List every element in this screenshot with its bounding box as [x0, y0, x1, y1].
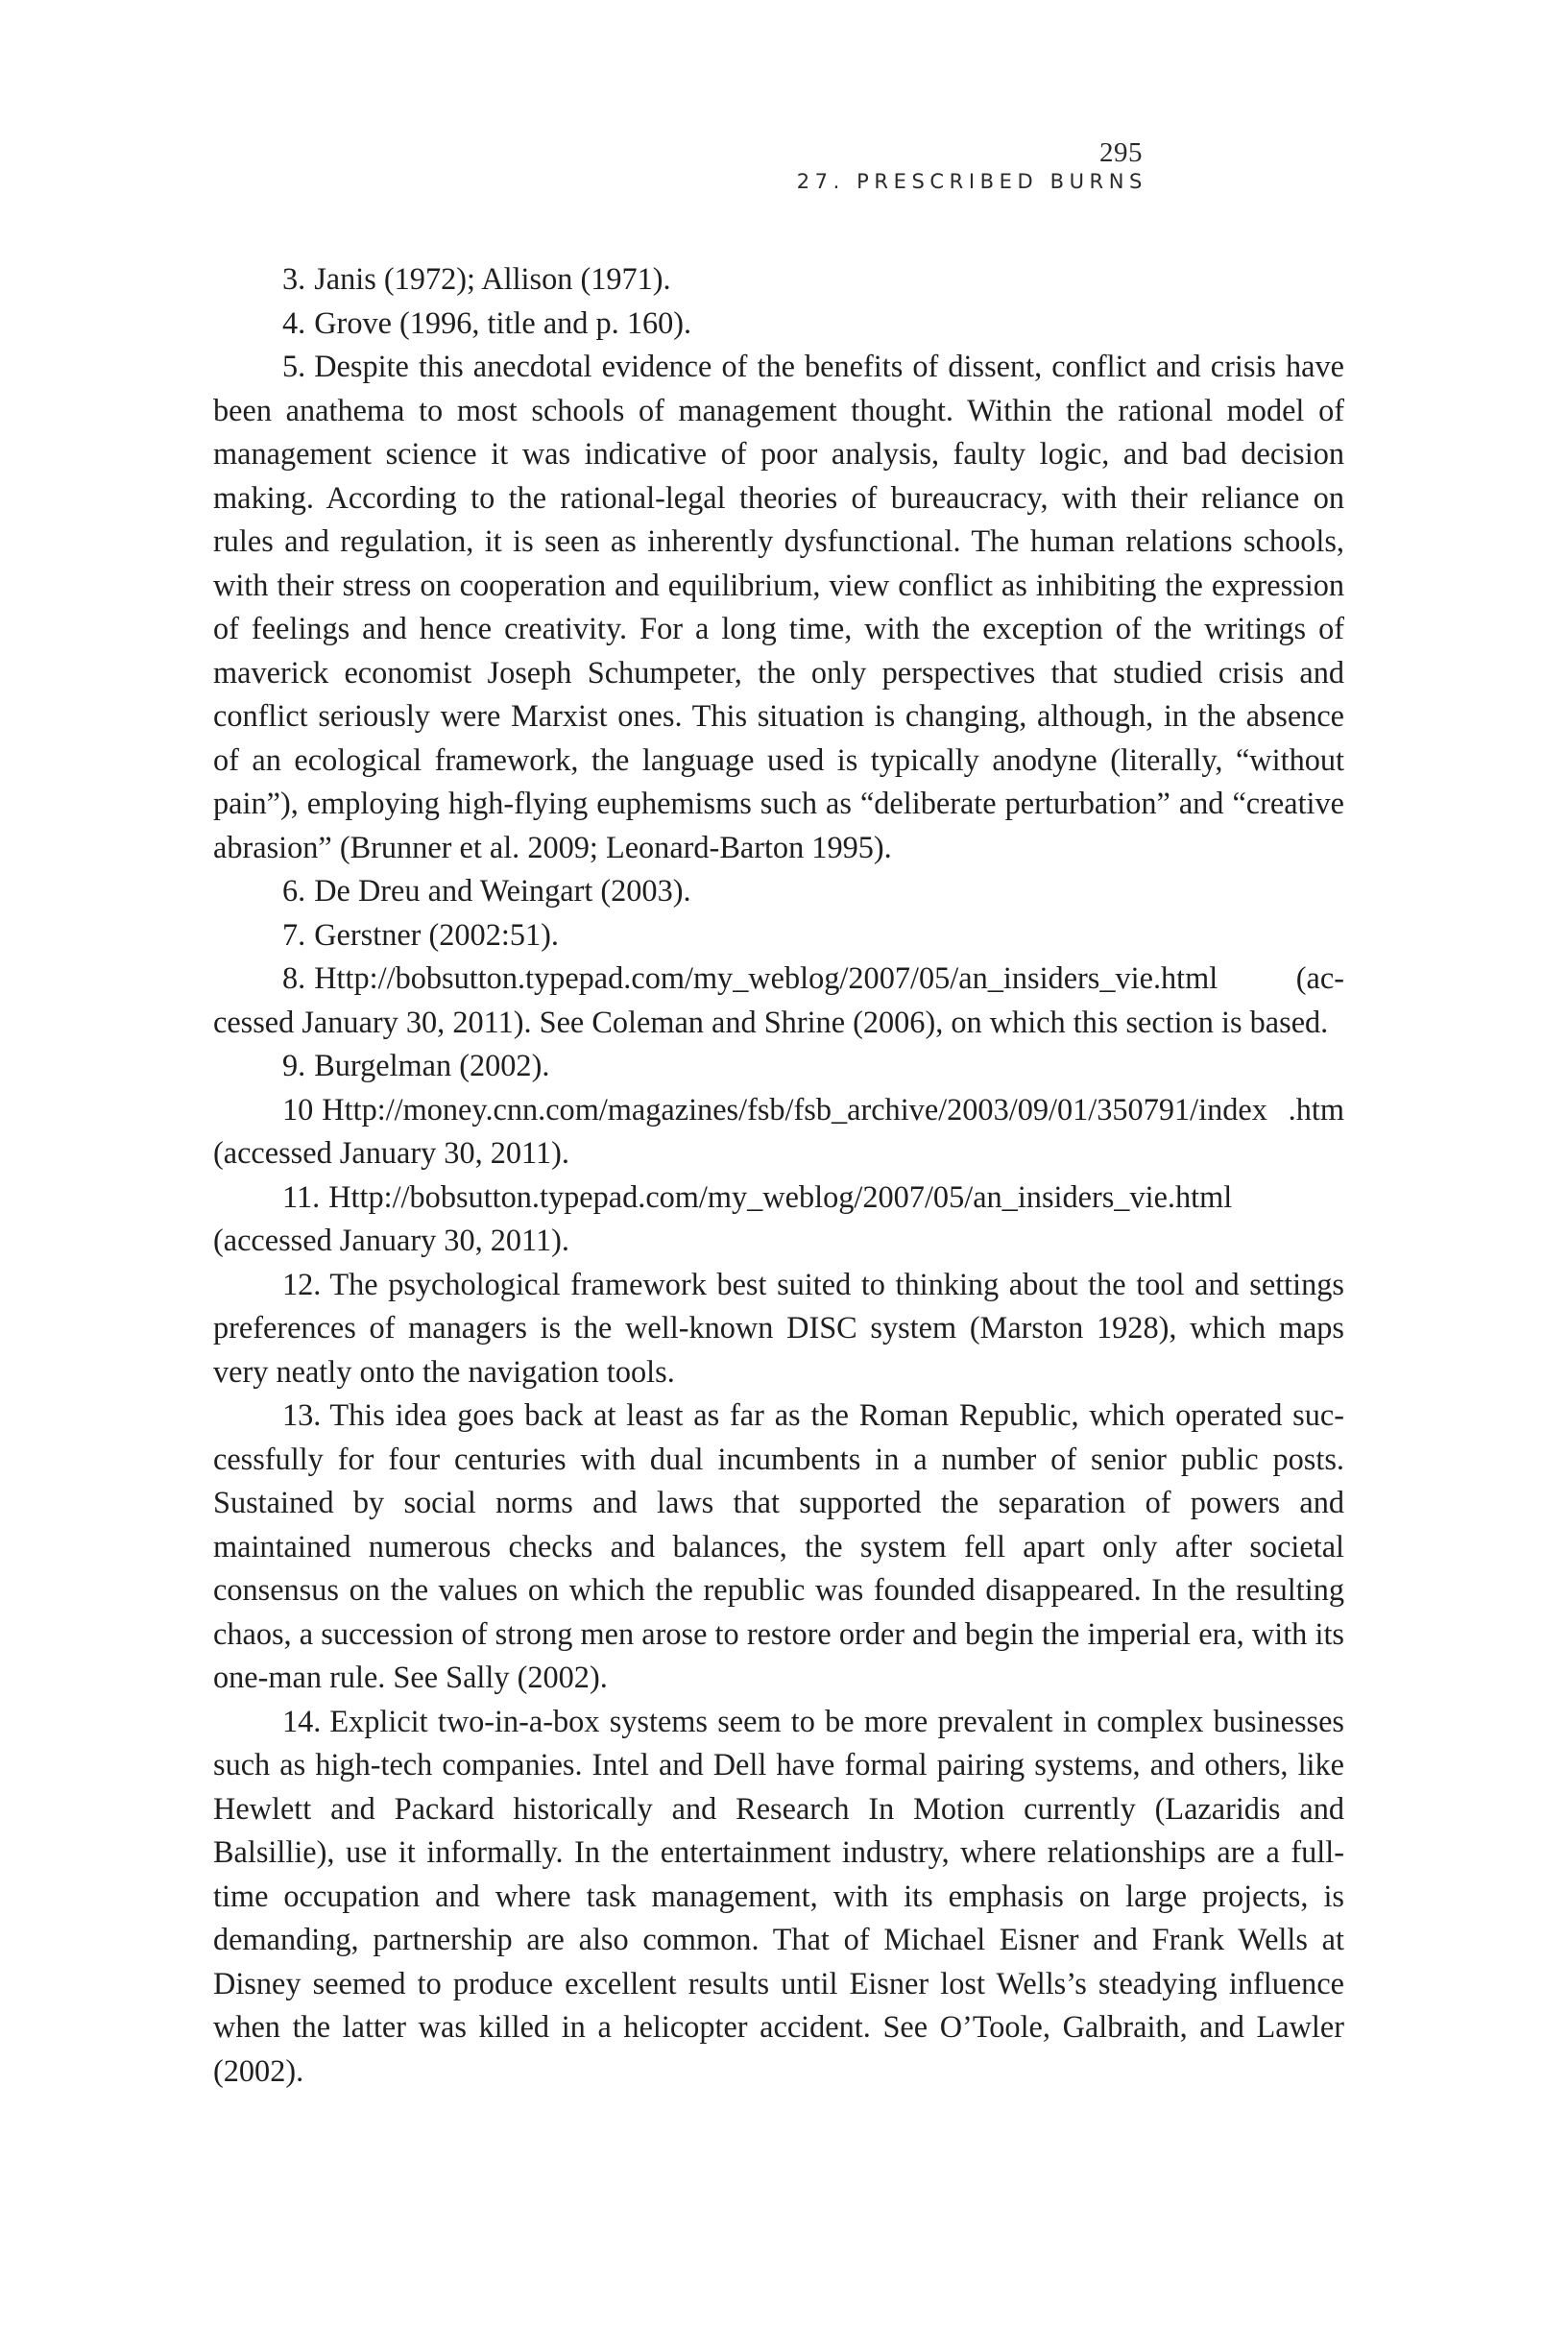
running-head	[796, 136, 1147, 194]
endnote-3	[213, 257, 1344, 302]
endnote-10	[213, 1088, 1344, 1176]
note-number: 4.	[282, 304, 306, 340]
note-text: Despite this anecdotal evidence of the benefits of dissent, conflict and crisis have been anathema to most schools of management thought. Within the rational model of management science it was indicative of poor analysis, faulty logic, and bad decision making. According to the rational-legal theories of bureaucracy, with their reliance on rules and regulation, it is seen as inherently dysfunctional. The human relations schools, with their stress on cooperation and equilibrium, view conflict as inhibiting the expression of feelings and hence creativity. For a long time, with the exception of the writings of maverick economist Joseph Schumpeter, the only perspectives that studied crisis and conflict seriously were Marxist ones. This situation is changing, although, in the absence of an ecological framework, the language used is typically anodyne (literally, “without pain”), employing high-flying euphemisms such as “deliberate perturbation” and “creative abrasion” (Brunner et al. 2009; Leonard-Barton 1995).	[213, 349, 1344, 864]
note-text: Gerstner (2002:51).	[314, 916, 559, 952]
endnote-12	[213, 1263, 1344, 1394]
note-number: 8.	[282, 960, 306, 995]
note-number: 11.	[282, 1178, 321, 1214]
endnote-13	[213, 1394, 1344, 1700]
note-text: The psychological framework best suited to thinking about the tool and settings preferences of managers is the well-known DISC system (Marston 1928), which maps very neatly onto the navigation tools.	[213, 1266, 1344, 1389]
note-text: This idea goes back at least as far as the Roman Republic, which operated successfully for four centuries with dual incumbents in a number of senior public posts. Sustained by social norms and laws that supported the separation of powers and maintained numerous checks and balances, the system fell apart only after societal consensus on the values on which the republic was founded disappeared. In the resulting chaos, a succession of strong men arose to restore order and begin the imperial era, with its one-man rule. See Sally (2002).	[213, 1397, 1344, 1694]
endnote-8	[213, 957, 1344, 1044]
note-text: Http://bobsutton.typepad.com/my_weblog/2007/05/an_insiders_vie.html (accessed January 30, 2011).	[213, 1178, 1233, 1257]
note-number: 9.	[282, 1048, 306, 1082]
note-text: De Dreu and Weingart (2003).	[314, 873, 691, 908]
endnote-5	[213, 345, 1344, 869]
note-text: Http://bobsutton.typepad.com/my_weblog/2007/05/an_insiders_vie.html (accessed January 30, 2011). See Coleman and Shrine (2006), on which this section is based.	[213, 960, 1344, 1039]
note-number: 7.	[282, 916, 306, 952]
endnotes-list	[213, 257, 1344, 2093]
note-number: 12.	[282, 1266, 322, 1301]
endnote-11	[213, 1176, 1344, 1263]
endnote-7	[213, 913, 1344, 958]
note-text: Burgelman (2002).	[314, 1048, 550, 1082]
note-text: Http://money.cnn.com/magazines/fsb/fsb_archive/2003/09/01/350791/index .htm (accessed January 30, 2011).	[213, 1091, 1344, 1170]
note-number: 10	[282, 1091, 314, 1127]
endnote-14	[213, 1700, 1344, 2094]
endnote-4	[213, 302, 1344, 346]
note-number: 13.	[282, 1397, 322, 1432]
note-text: Explicit two-in-a-box systems seem to be more prevalent in complex businesses such as high-tech companies. Intel and Dell have formal pairing systems, and others, like Hewlett and Packard historically and Research In Motion currently (Lazaridis and Balsillie), use it informally. In the entertainment industry, where relationships are a full-time occupation and where task management, with its emphasis on large projects, is demanding, partnership are also common. That of Michael Eisner and Frank Wells at Disney seemed to produce excellent results until Eisner lost Wells’s steadying influence when the latter was killed in a helicopter accident. See O’Toole, Galbraith, and Lawler (2002).	[213, 1703, 1344, 2088]
chapter-title: 27. PRESCRIBED BURNS	[796, 170, 1147, 193]
note-number: 3.	[282, 261, 306, 296]
note-number: 14.	[282, 1703, 322, 1738]
note-text: Grove (1996, title and p. 160).	[314, 304, 692, 340]
page-number: 295	[1099, 137, 1143, 168]
endnote-9	[213, 1044, 1344, 1088]
note-number: 6.	[282, 873, 306, 908]
note-number: 5.	[282, 349, 306, 383]
endnote-6	[213, 869, 1344, 913]
note-text: Janis (1972); Allison (1971).	[314, 261, 671, 296]
